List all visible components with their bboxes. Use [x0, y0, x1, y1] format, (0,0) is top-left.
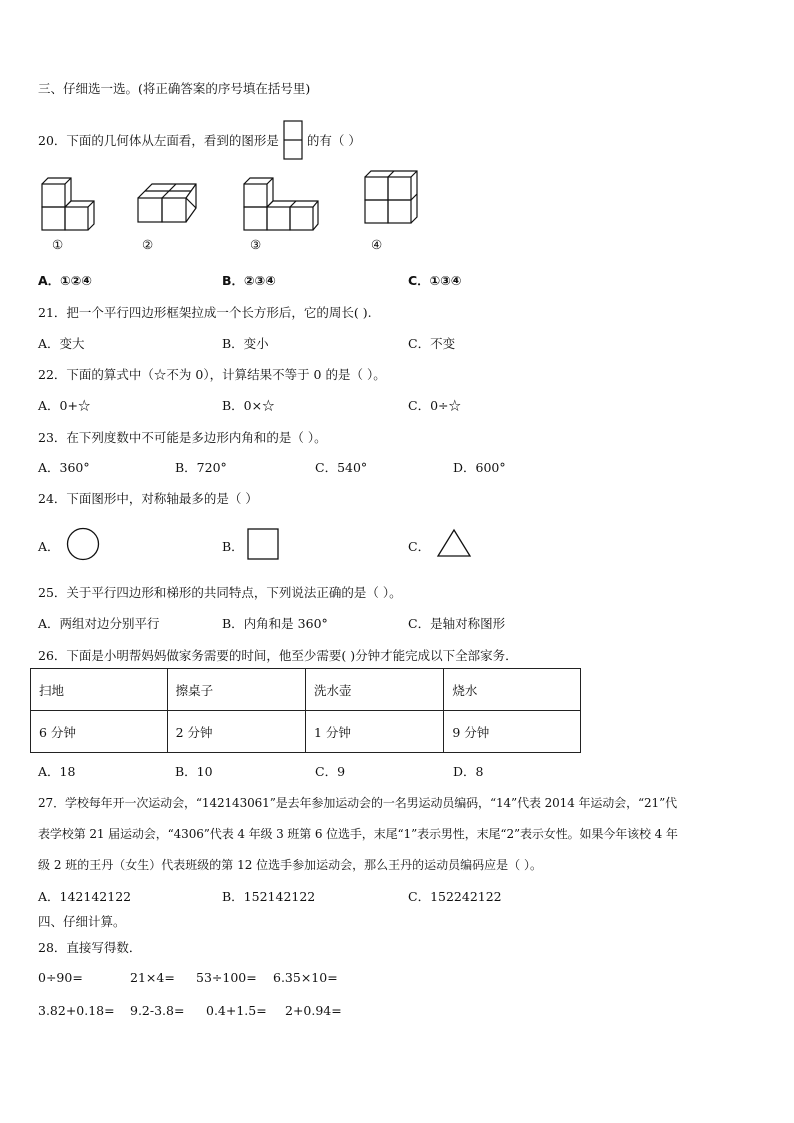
- q26-option-a: A．18: [38, 764, 76, 779]
- question-24: 24．下面图形中，对称轴最多的是（ ）: [38, 491, 258, 506]
- q25-option-b: B．内角和是 360°: [222, 616, 328, 631]
- q22-option-c: C．0÷☆: [408, 398, 461, 413]
- calc-item: 21×4=: [130, 970, 175, 985]
- question-23: 23．在下列度数中不可能是多边形内角和的是（ ）。: [38, 430, 327, 445]
- table-cell: 6 分钟: [31, 711, 168, 753]
- table-cell: 9 分钟: [444, 711, 581, 753]
- calc-item: 3.82+0.18=: [38, 1003, 115, 1018]
- question-28: 28．直接写得数．: [38, 940, 142, 955]
- calc-item: 0÷90=: [38, 970, 83, 985]
- q22-option-a: A．0+☆: [38, 398, 91, 413]
- question-21: 21．把一个平行四边形框架拉成一个长方形后，它的周长( ).: [38, 305, 372, 320]
- table-cell: 2 分钟: [167, 711, 305, 753]
- q27-option-c: C．152242122: [408, 889, 502, 904]
- table-header-row: [31, 669, 581, 711]
- q23-option-c: C．540°: [315, 460, 368, 475]
- q25-option-c: C．是轴对称图形: [408, 616, 506, 631]
- question-26: 26．下面是小明帮妈妈做家务需要的时间，他至少需要( )分钟才能完成以下全部家务．: [38, 648, 518, 663]
- table-row: [31, 711, 581, 753]
- q24-option-c: C．: [408, 539, 431, 554]
- section-3-title: 三、仔细选一选。(将正确答案的序号填在括号里): [38, 81, 311, 96]
- q20-option-a: A．①②④: [38, 273, 92, 288]
- q24-option-a: A．: [38, 539, 60, 554]
- q23-option-d: D．600°: [453, 460, 506, 475]
- question-27-line-3: 级 2 班的王丹（女生）代表班级的第 12 位选手参加运动会，那么王丹的运动员编码应是（ ）。: [38, 858, 542, 872]
- question-20-text: 20．下面的几何体从左面看，看到的图形是: [38, 133, 279, 148]
- table-cell: 扫地: [31, 669, 168, 711]
- q21-option-a: A．变大: [38, 336, 85, 351]
- table-cell: 擦桌子: [167, 669, 305, 711]
- question-27-line-2: 表学校第 21 届运动会，“4306”代表 4 年级 3 班第 6 位选手，末尾“1”表示男性，末尾“2”表示女性。如果今年该校 4 年: [38, 827, 678, 841]
- question-20: [38, 120, 361, 163]
- section-4-title: 四、仔细计算。: [38, 914, 126, 929]
- q21-option-b: B．变小: [222, 336, 269, 351]
- table-cell: 1 分钟: [305, 711, 443, 753]
- question-22: 22．下面的算式中（☆不为 0），计算结果不等于 0 的是（ ）。: [38, 367, 386, 382]
- table-cell: 洗水壶: [305, 669, 443, 711]
- q25-option-a: A．两组对边分别平行: [38, 616, 160, 631]
- question-20-text-end: 的有（ ）: [306, 133, 361, 148]
- circle-icon: [66, 527, 100, 564]
- calc-item: 6.35×10=: [273, 970, 338, 985]
- figure-label-1: ①: [52, 237, 64, 252]
- q23-option-b: B．720°: [175, 460, 227, 475]
- solid-figure-1: [40, 176, 96, 232]
- calc-item: 9.2-3.8=: [130, 1003, 185, 1018]
- chores-time-table: [30, 668, 581, 753]
- q20-option-c: C．①③④: [408, 273, 462, 288]
- table-cell: 烧水: [444, 669, 581, 711]
- calc-item: 0.4+1.5=: [206, 1003, 267, 1018]
- solid-figure-4: [363, 169, 419, 225]
- left-view-shape-icon: [283, 120, 303, 163]
- q21-option-c: C．不变: [408, 336, 456, 351]
- q24-option-b: B．: [222, 539, 244, 554]
- q20-option-b: B．②③④: [222, 273, 276, 288]
- q22-option-b: B．0×☆: [222, 398, 275, 413]
- q27-option-b: B．152142122: [222, 889, 316, 904]
- figure-label-2: ②: [142, 237, 154, 252]
- solid-figure-3: [242, 176, 320, 232]
- figure-label-3: ③: [250, 237, 262, 252]
- solid-figure-2: [136, 182, 198, 224]
- q26-option-d: D．8: [453, 764, 484, 779]
- q23-option-a: A．360°: [38, 460, 90, 475]
- calc-item: 2+0.94=: [285, 1003, 342, 1018]
- square-icon: [247, 528, 279, 563]
- triangle-icon: [436, 528, 472, 561]
- q26-option-c: C．9: [315, 764, 346, 779]
- calc-item: 53÷100=: [196, 970, 257, 985]
- q27-option-a: A．142142122: [38, 889, 132, 904]
- question-25: 25．关于平行四边形和梯形的共同特点，下列说法正确的是（ ）。: [38, 585, 402, 600]
- question-27-line-1: 27．学校每年开一次运动会，“142143061”是去年参加运动会的一名男运动员编码，“14”代表 2014 年运动会，“21”代: [38, 796, 678, 810]
- q26-option-b: B．10: [175, 764, 213, 779]
- figure-label-4: ④: [371, 237, 383, 252]
